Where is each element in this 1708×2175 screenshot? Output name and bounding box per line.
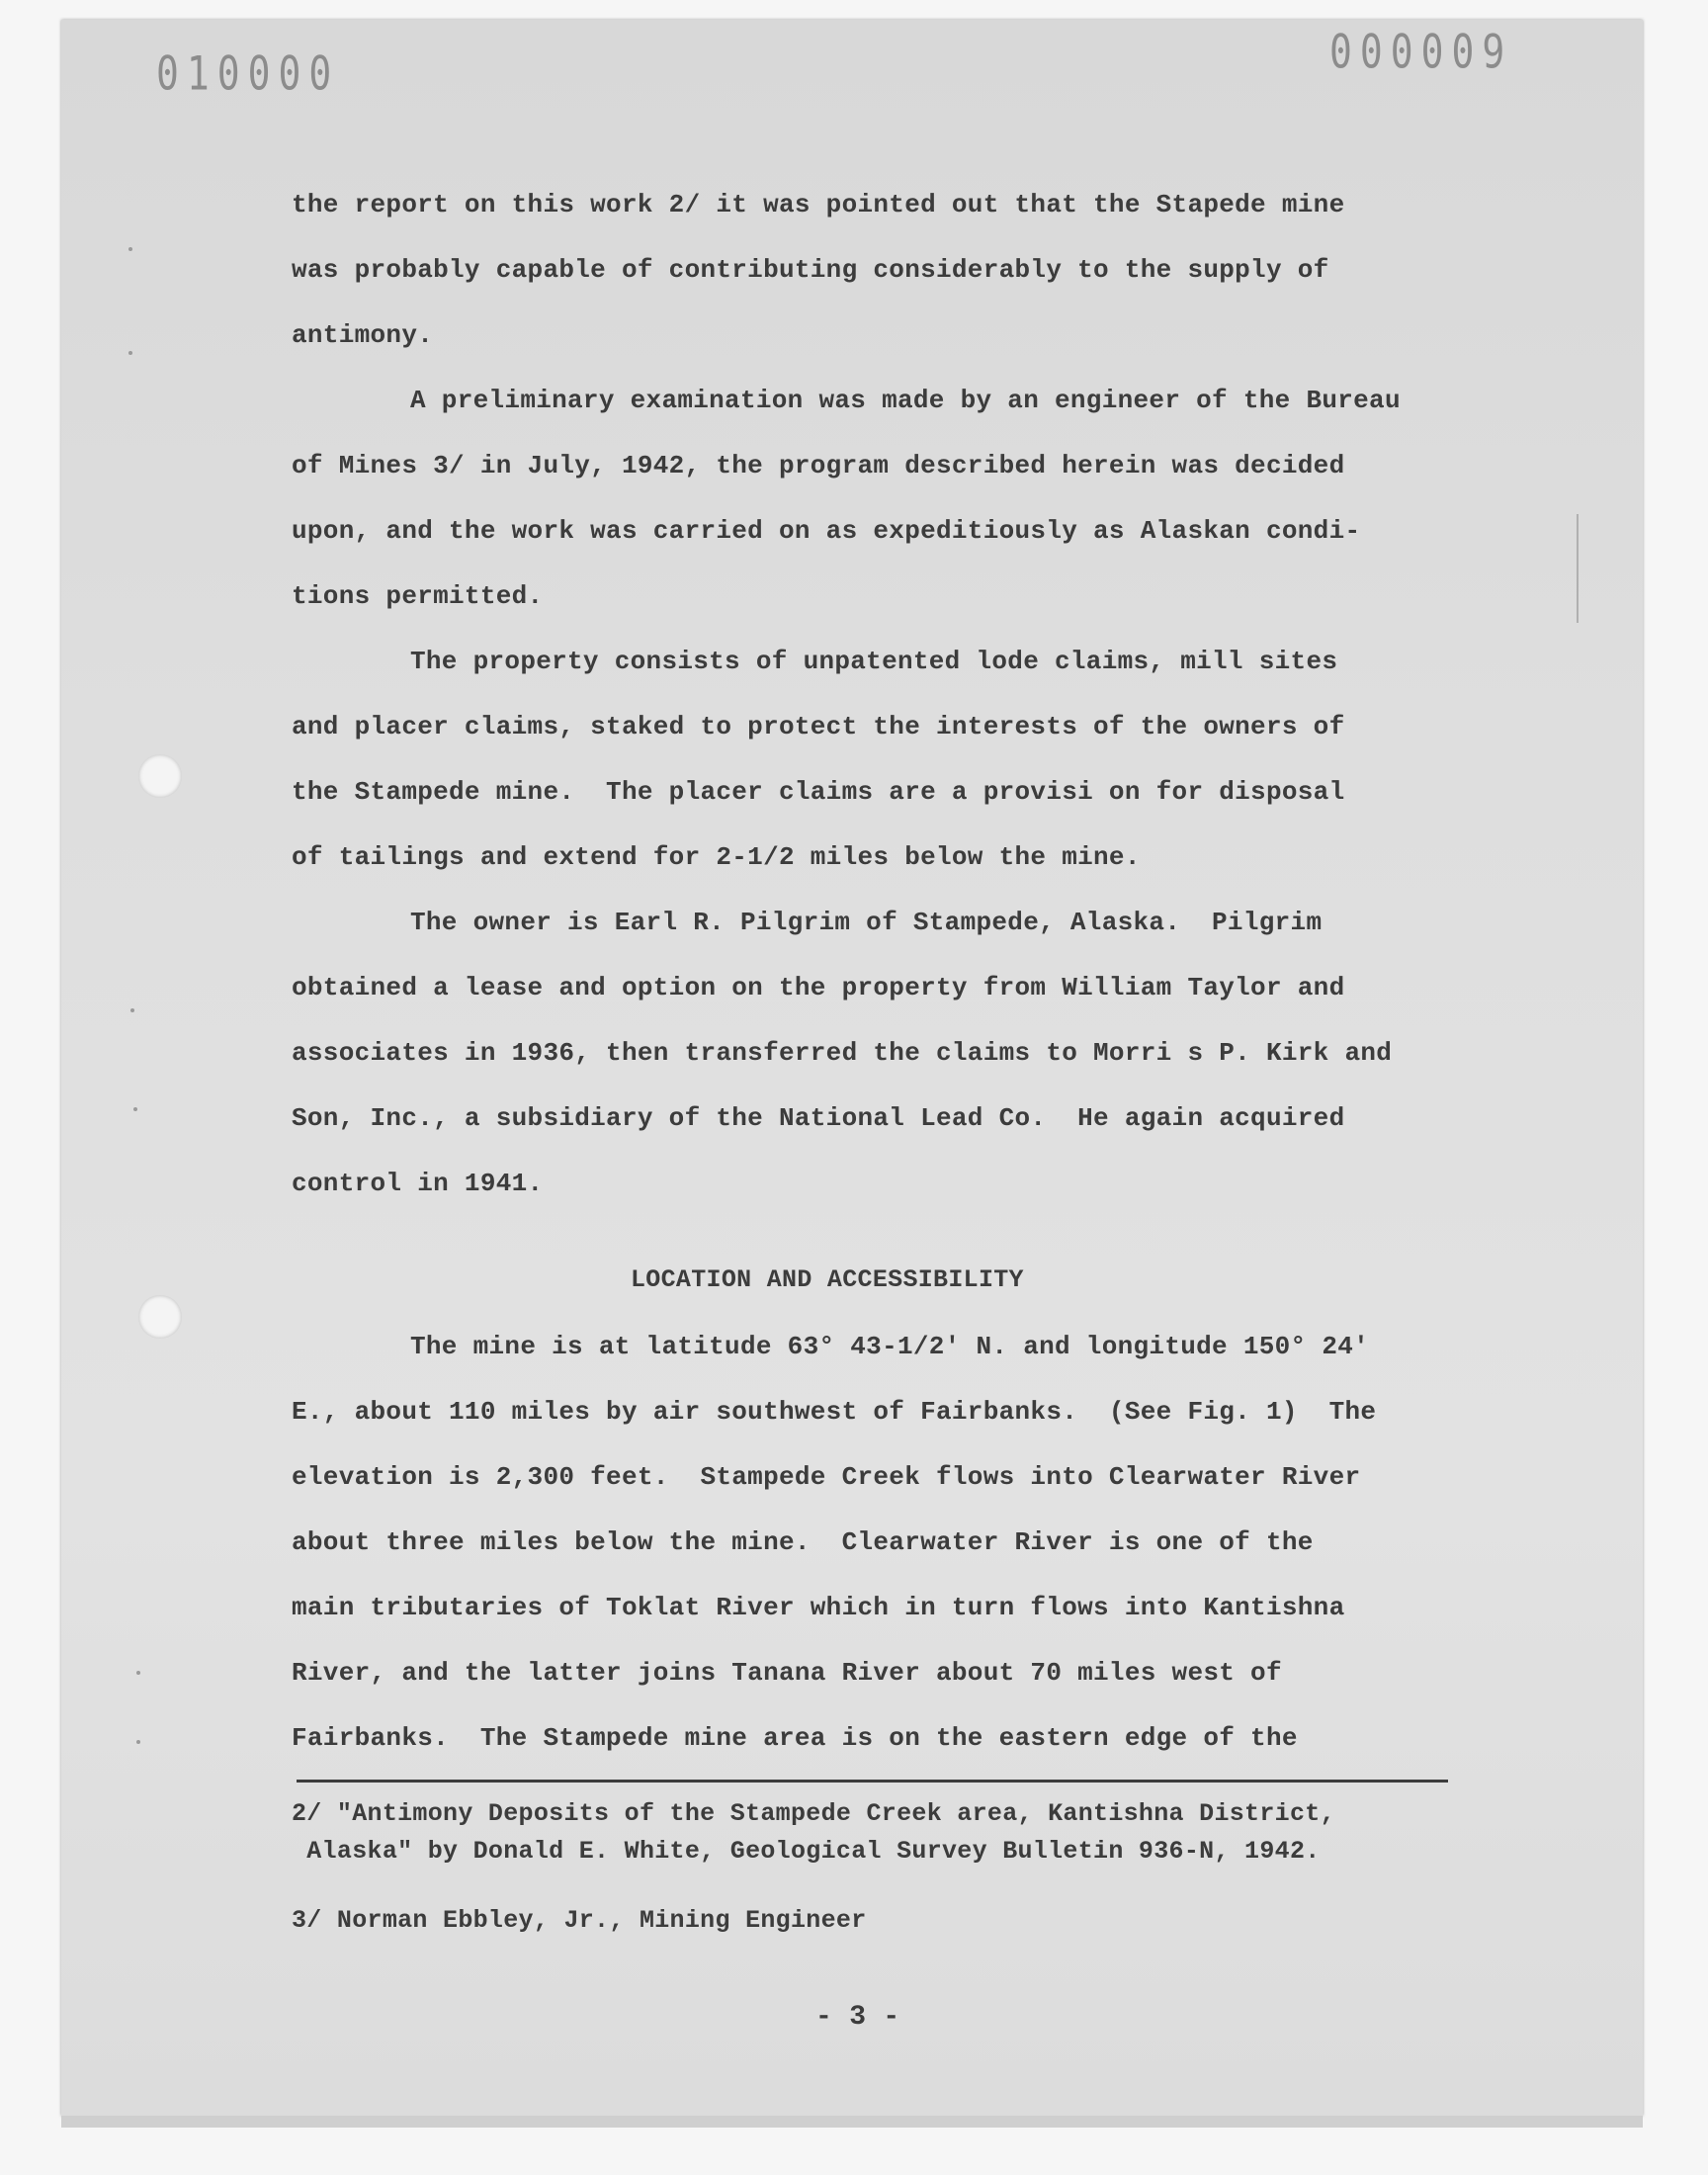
page-stamp-left: 010000 [156,45,340,101]
scan-speck [130,1008,134,1012]
scan-speck [133,1107,137,1111]
body-line: the Stampede mine. The placer claims are a provisi on for disposal [292,777,1345,807]
footnote-line: Alaska" by Donald E. White, Geological Survey Bulletin 936-N, 1942. [292,1837,1321,1866]
body-line: River, and the latter joins Tanana River about 70 miles west of [292,1658,1282,1688]
page-stamp-right: 000009 [1329,24,1513,79]
punch-hole [138,1295,182,1339]
section-heading: LOCATION AND ACCESSIBILITY [631,1265,1024,1294]
footnote-line: 2/ "Antimony Deposits of the Stampede Creek area, Kantishna District, [292,1799,1335,1828]
body-line: antimony. [292,320,434,350]
body-line: and placer claims, staked to protect the interests of the owners of [292,712,1345,741]
footnote-divider [297,1780,1448,1783]
body-line: control in 1941. [292,1169,544,1198]
body-line: upon, and the work was carried on as expeditiously as Alaskan condi- [292,516,1361,546]
scan-speck [128,247,132,251]
body-line: The mine is at latitude 63° 43-1/2' N. and longitude 150° 24' [410,1332,1370,1361]
body-line: E., about 110 miles by air southwest of Fairbanks. (See Fig. 1) The [292,1397,1377,1427]
body-line: The owner is Earl R. Pilgrim of Stampede, Alaska. Pilgrim [410,908,1323,937]
scan-mark [1577,514,1579,623]
page-number: - 3 - [815,2002,900,2033]
body-line: elevation is 2,300 feet. Stampede Creek flows into Clearwater River [292,1462,1361,1492]
punch-hole [138,754,182,798]
scan-speck [136,1671,140,1675]
body-line: Fairbanks. The Stampede mine area is on the eastern edge of the [292,1723,1298,1753]
body-line: tions permitted. [292,581,544,611]
body-line: about three miles below the mine. Clearwater River is one of the [292,1527,1314,1557]
body-line: Son, Inc., a subsidiary of the National Lead Co. He again acquired [292,1103,1345,1133]
page-edge [61,2116,1643,2128]
body-line: main tributaries of Toklat River which in turn flows into Kantishna [292,1593,1345,1622]
body-line: of tailings and extend for 2-1/2 miles below the mine. [292,842,1141,872]
scan-speck [128,351,132,355]
body-line: A preliminary examination was made by an engineer of the Bureau [410,386,1401,415]
body-line: of Mines 3/ in July, 1942, the program described herein was decided [292,451,1345,480]
body-line: The property consists of unpatented lode claims, mill sites [410,647,1338,676]
footnote-line: 3/ Norman Ebbley, Jr., Mining Engineer [292,1906,867,1935]
body-line: obtained a lease and option on the property from William Taylor and [292,973,1345,1002]
body-line: associates in 1936, then transferred the claims to Morri s P. Kirk and [292,1038,1393,1068]
body-line: the report on this work 2/ it was pointed out that the Stapede mine [292,190,1345,219]
scan-speck [136,1740,140,1744]
body-line: was probably capable of contributing considerably to the supply of [292,255,1329,285]
